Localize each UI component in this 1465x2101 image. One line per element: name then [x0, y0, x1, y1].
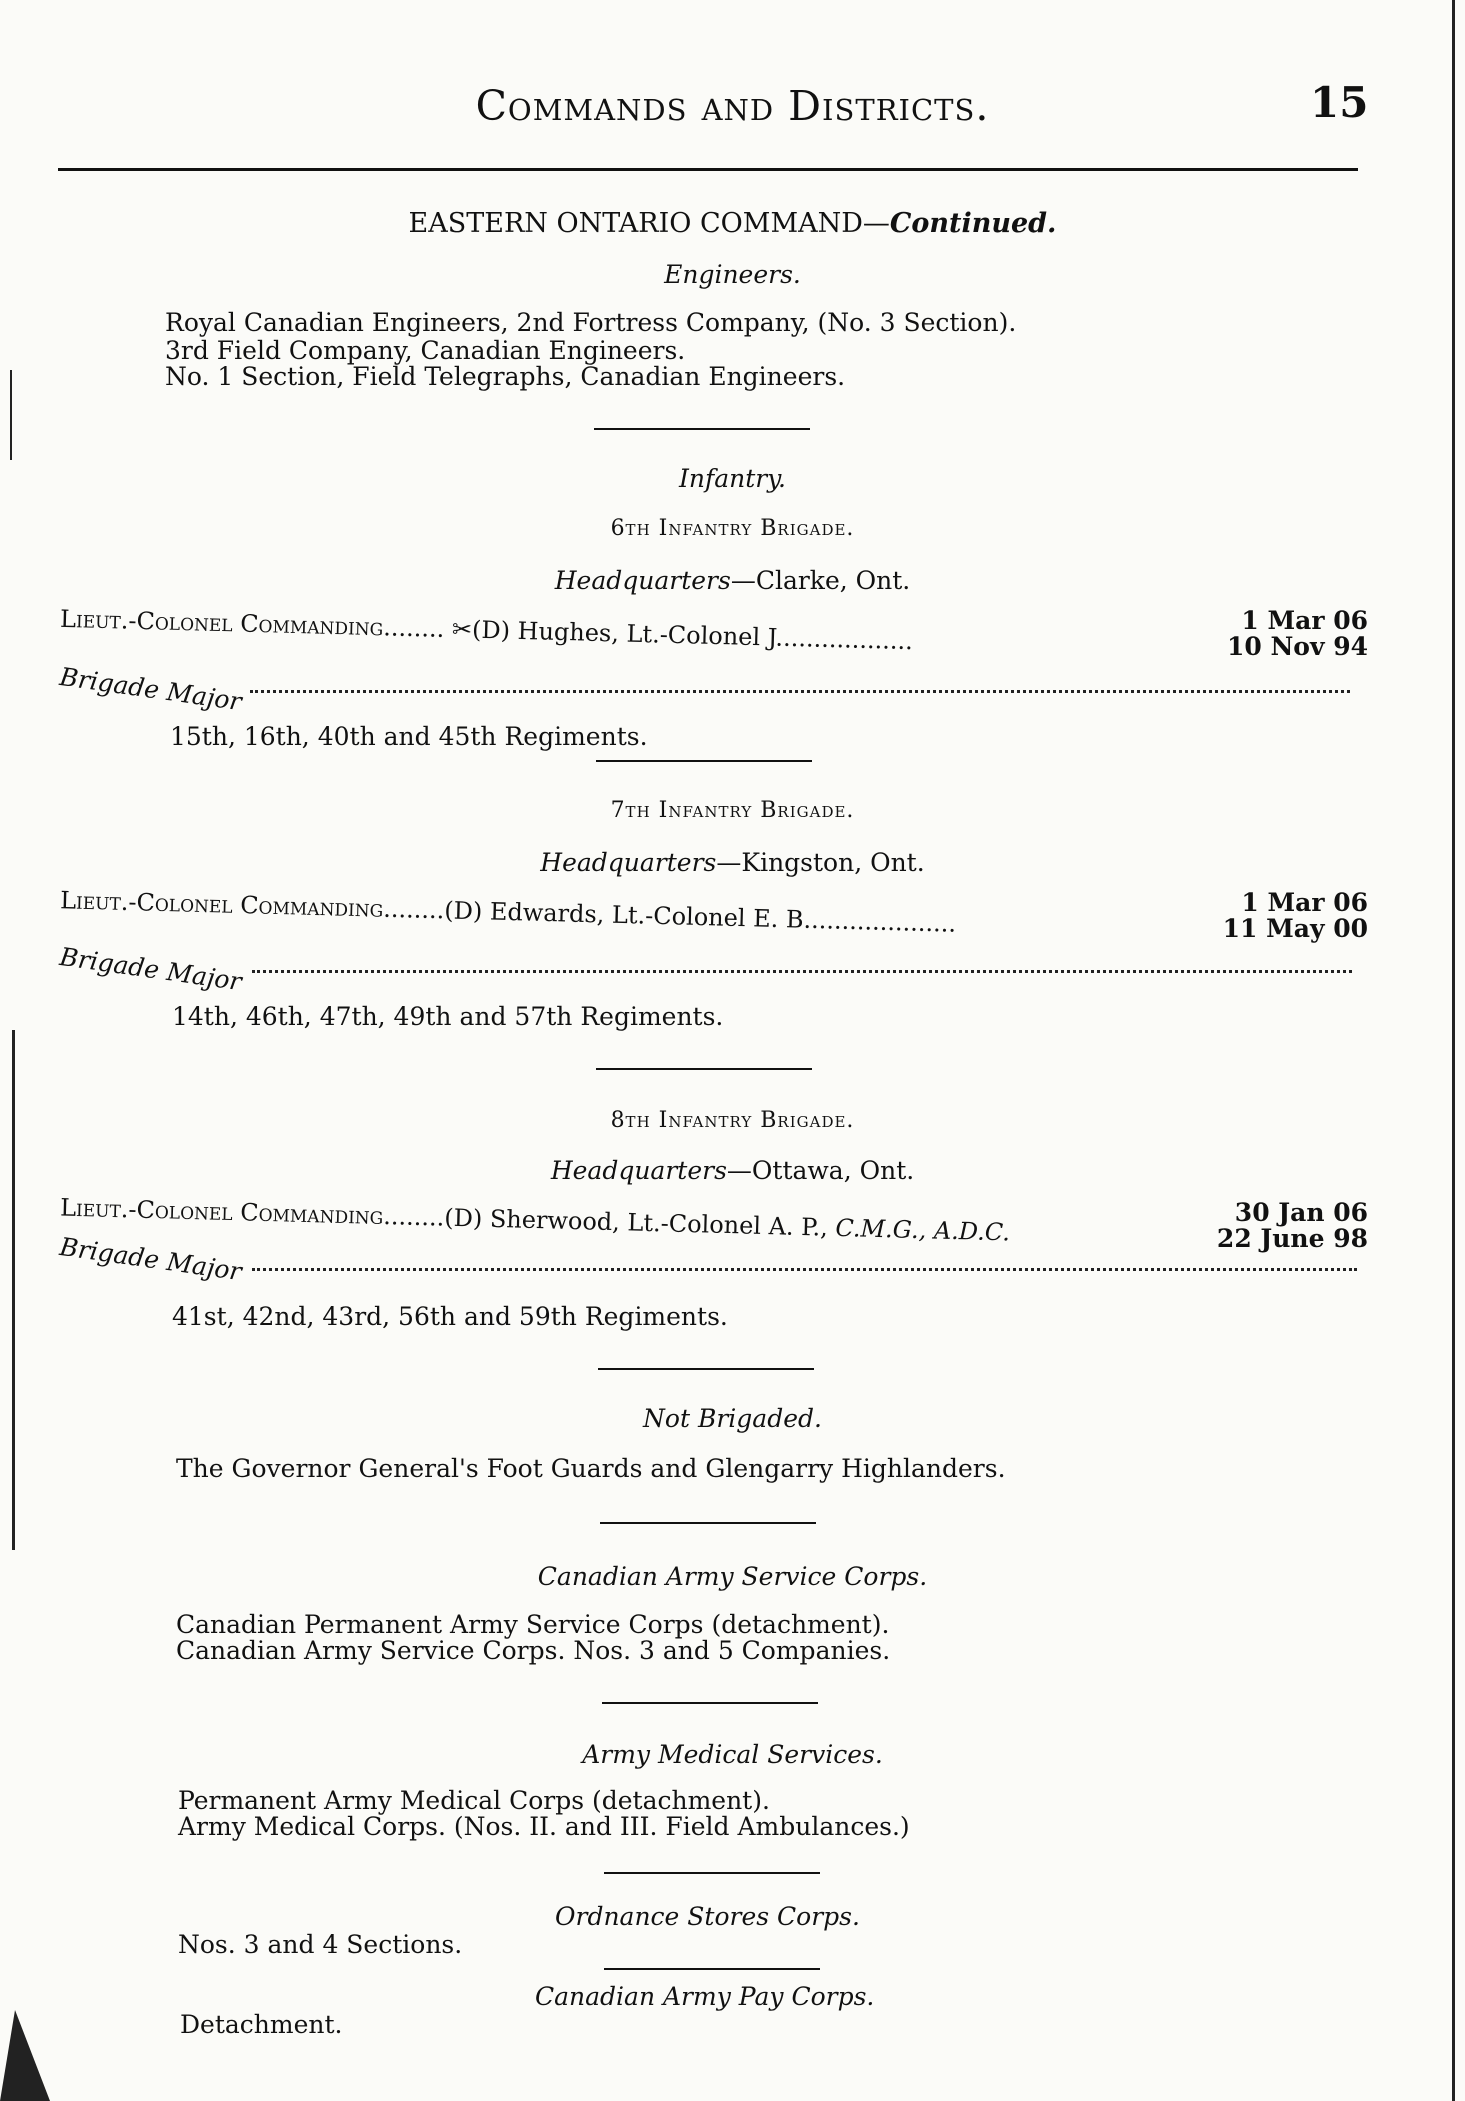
page-number: 15 [1310, 78, 1369, 127]
section-divider [602, 1702, 818, 1704]
brigade-regiments: 15th, 16th, 40th and 45th Regiments. [170, 722, 648, 751]
ordnance-text: Nos. 3 and 4 Sections. [178, 1930, 463, 1959]
section-continued: Continued. [889, 208, 1057, 239]
appointment-date: 1 Mar 06 [1241, 606, 1368, 635]
rank-date: 22 June 98 [1216, 1224, 1368, 1253]
medical-line: Permanent Army Medical Corps (detachment). [178, 1786, 770, 1815]
commanding-name: (D) Hughes, Lt.-Colonel J. [471, 615, 784, 652]
service-corps-heading: Canadian Army Service Corps. [537, 1562, 928, 1591]
brigade-regiments: 14th, 46th, 47th, 49th and 57th Regiments. [172, 1002, 724, 1031]
headquarters-place: —Ottawa, Ont. [726, 1156, 915, 1185]
commanding-name: (D) Sherwood, Lt.-Colonel A. P., [443, 1203, 836, 1242]
right-page-edge [1452, 0, 1455, 2101]
engineers-line: No. 1 Section, Field Telegraphs, Canadian Engineers. [165, 362, 846, 391]
leader-dots [252, 970, 1352, 973]
commanding-officer-row [60, 605, 913, 655]
pay-corps-heading: Canadian Army Pay Corps. [535, 1982, 875, 2011]
headquarters-place: —Kingston, Ont. [716, 848, 925, 877]
corner-shadow [0, 2010, 50, 2101]
brigade-headquarters [0, 1156, 1465, 1185]
brigade-headquarters [0, 848, 1465, 877]
brigade-major-label: Brigade Major [57, 662, 244, 717]
section-divider [596, 1068, 812, 1070]
brigade-name: 7th Infantry Brigade. [610, 798, 855, 823]
medical-line: Army Medical Corps. (Nos. II. and III. Field Ambulances.) [178, 1812, 910, 1841]
engineers-line: 3rd Field Company, Canadian Engineers. [165, 336, 686, 365]
commanding-label: Lieut.-Colonel Commanding [59, 1193, 384, 1231]
section-divider [598, 1368, 814, 1370]
rank-date: 11 May 00 [1222, 914, 1368, 943]
headquarters-place: —Clarke, Ont. [730, 566, 911, 595]
leader-dots: ................. [782, 623, 914, 656]
commanding-label: Lieut.-Colonel Commanding [59, 886, 384, 923]
commanding-honours: C.M.G., A.D.C. [835, 1213, 1011, 1247]
section-divider [604, 1872, 820, 1874]
brigade-regiments: 41st, 42nd, 43rd, 56th and 59th Regiments. [172, 1302, 728, 1331]
commanding-name: (D) Edwards, Lt.-Colonel E. B. [443, 896, 812, 934]
pay-corps-text: Detachment. [180, 2010, 343, 2039]
infantry-heading: Infantry. [679, 464, 786, 493]
leader-dots: ................... [810, 905, 957, 938]
service-corps-line: Canadian Permanent Army Service Corps (detachment). [176, 1610, 890, 1639]
leader-dots: ........ [382, 894, 445, 925]
medical-heading: Army Medical Services. [582, 1740, 883, 1769]
section-divider [604, 1968, 820, 1970]
headquarters-label: Headquarters [550, 1156, 727, 1185]
headquarters-label: Headquarters [554, 566, 731, 595]
headquarters-label: Headquarters [540, 848, 717, 877]
leader-dots: ........ ✂ [382, 613, 473, 644]
commanding-officer-row [60, 886, 957, 937]
brigade-name: 6th Infantry Brigade. [610, 516, 855, 541]
appointment-date: 30 Jan 06 [1234, 1198, 1368, 1227]
brigade-major-label: Brigade Major [57, 942, 244, 997]
brigade-name: 8th Infantry Brigade. [610, 1108, 855, 1133]
running-title: Commands and Districts. [475, 82, 990, 130]
engineers-heading: Engineers. [664, 260, 801, 289]
service-corps-line: Canadian Army Service Corps. Nos. 3 and 5 Companies. [176, 1636, 891, 1665]
not-brigaded-heading: Not Brigaded. [643, 1404, 822, 1433]
rank-date: 10 Nov 94 [1226, 632, 1368, 661]
brigade-major-label: Brigade Major [57, 1232, 244, 1287]
leader-dots [252, 1268, 1357, 1271]
section-divider [596, 760, 812, 762]
engineers-line: Royal Canadian Engineers, 2nd Fortress Company, (No. 3 Section). [165, 308, 1017, 337]
left-margin-mark [10, 370, 12, 460]
section-divider [600, 1522, 816, 1524]
section-title [0, 208, 1465, 239]
header-rule [58, 168, 1358, 171]
section-title-text: EASTERN ONTARIO COMMAND— [408, 208, 890, 239]
ordnance-heading: Ordnance Stores Corps. [555, 1902, 860, 1931]
section-divider [594, 428, 810, 430]
appointment-date: 1 Mar 06 [1241, 888, 1368, 917]
commanding-officer-row [60, 1194, 1011, 1247]
leader-dots: ........ [382, 1202, 445, 1232]
not-brigaded-text: The Governor General's Foot Guards and Glengarry Highlanders. [176, 1454, 1006, 1483]
leader-dots [250, 690, 1350, 693]
commanding-label: Lieut.-Colonel Commanding [59, 604, 384, 642]
brigade-headquarters [0, 566, 1465, 595]
